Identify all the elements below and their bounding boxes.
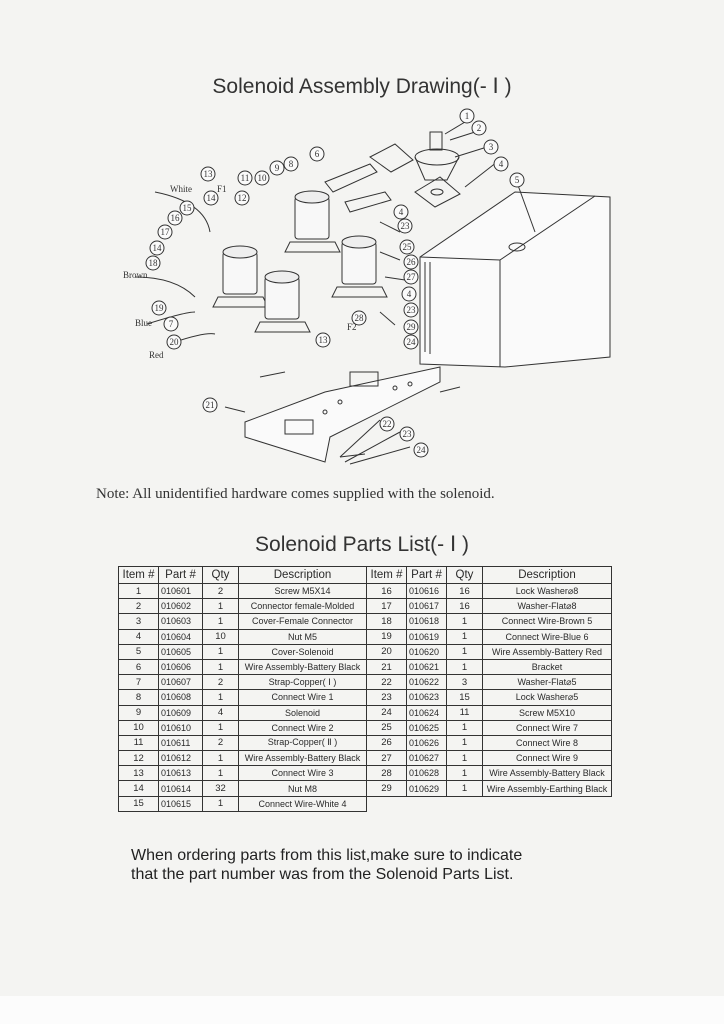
cell-part: 010608 (159, 690, 203, 705)
cell-qty: 3 (447, 675, 483, 690)
cell-item: 24 (367, 705, 407, 720)
cell-part: 010609 (159, 705, 203, 720)
svg-text:9: 9 (274, 163, 280, 173)
svg-text:1: 1 (464, 111, 470, 121)
cell-qty: 1 (447, 644, 483, 659)
cell-description: Nut M8 (239, 781, 367, 796)
callout-12 (235, 191, 249, 205)
cell-qty: 1 (203, 644, 239, 659)
callout-29 (404, 320, 418, 334)
callout-4b (394, 205, 408, 219)
callout-8 (284, 157, 298, 171)
cell-qty: 2 (203, 675, 239, 690)
cell-qty: 1 (203, 599, 239, 614)
table-row (119, 675, 612, 690)
cell-item: 10 (119, 720, 159, 735)
callout-14 (204, 191, 218, 205)
cell-item: 1 (119, 584, 159, 599)
table-row (119, 781, 612, 796)
cell-qty: 1 (447, 629, 483, 644)
cell-item: 7 (119, 675, 159, 690)
col-part: Part # (407, 567, 447, 584)
solenoid-4 (255, 271, 310, 332)
cell-item: 27 (367, 751, 407, 766)
cell-part: 010601 (159, 584, 203, 599)
cell-description: Lock Washer⌀8 (483, 584, 612, 599)
cell-part: 010606 (159, 659, 203, 674)
callout-26 (404, 255, 418, 269)
cell-description: Connect Wire 3 (239, 766, 367, 781)
empty-cell (447, 796, 483, 811)
cell-description: Wire Assembly-Battery Black (483, 766, 612, 781)
solenoid-assembly-drawing (95, 102, 655, 482)
cell-part: 010622 (407, 675, 447, 690)
cell-item: 25 (367, 720, 407, 735)
empty-cell (483, 796, 612, 811)
cell-qty: 16 (447, 584, 483, 599)
svg-text:10: 10 (257, 173, 267, 183)
cell-description: Connect Wire-Blue 6 (483, 629, 612, 644)
cell-description: Connect Wire-Brown 5 (483, 614, 612, 629)
cell-item: 22 (367, 675, 407, 690)
cell-item: 4 (119, 629, 159, 644)
svg-text:14: 14 (152, 243, 162, 253)
col-description: Description (239, 567, 367, 584)
cell-qty: 15 (447, 690, 483, 705)
cell-part: 010612 (159, 751, 203, 766)
callout-4 (494, 157, 508, 171)
ordering-note (131, 846, 651, 884)
callout-21 (203, 398, 217, 412)
cell-item: 13 (119, 766, 159, 781)
cell-item: 20 (367, 644, 407, 659)
cell-qty: 32 (203, 781, 239, 796)
cell-description: Connect Wire 7 (483, 720, 612, 735)
callout-10 (255, 171, 269, 185)
callout-19 (152, 301, 166, 315)
cell-qty: 1 (447, 751, 483, 766)
cell-description: Cover-Female Connector (239, 614, 367, 629)
table-row (119, 735, 612, 750)
svg-text:23: 23 (400, 221, 410, 231)
cell-part: 010614 (159, 781, 203, 796)
callout-1 (460, 109, 474, 123)
table-row (119, 705, 612, 720)
cell-part: 010605 (159, 644, 203, 659)
svg-text:14: 14 (206, 193, 216, 203)
svg-text:21: 21 (205, 400, 215, 410)
wire-label-brown: Brown (123, 270, 148, 280)
cell-description: Connect Wire-White 4 (239, 796, 367, 811)
cell-part: 010615 (159, 796, 203, 811)
callout-9 (270, 161, 284, 175)
cell-part: 010616 (407, 584, 447, 599)
cell-item: 23 (367, 690, 407, 705)
svg-text:3: 3 (488, 142, 494, 152)
table-row (119, 690, 612, 705)
table-row (119, 599, 612, 614)
cell-item: 17 (367, 599, 407, 614)
cell-item: 2 (119, 599, 159, 614)
col-item: Item # (367, 567, 407, 584)
callout-14b (150, 241, 164, 255)
col-description: Description (483, 567, 612, 584)
svg-text:6: 6 (314, 149, 320, 159)
cell-description: Screw M5X10 (483, 705, 612, 720)
cell-item: 8 (119, 690, 159, 705)
cell-description: Connect Wire 2 (239, 720, 367, 735)
cell-part: 010617 (407, 599, 447, 614)
svg-text:17: 17 (160, 227, 170, 237)
callout-25 (400, 240, 414, 254)
svg-text:22: 22 (382, 419, 392, 429)
cell-description: Washer-Flat⌀8 (483, 599, 612, 614)
drawing-title: Solenoid Assembly Drawing(- Ⅰ ) (212, 75, 512, 98)
solenoid-2 (332, 236, 387, 297)
cell-qty: 4 (203, 705, 239, 720)
copper-strap (325, 164, 377, 192)
callout-23c (404, 303, 418, 317)
callout-6 (310, 147, 324, 161)
svg-text:20: 20 (169, 337, 179, 347)
callout-18 (146, 256, 160, 270)
table-row (119, 614, 612, 629)
parts-list-title: Solenoid Parts List(- Ⅰ ) (255, 533, 469, 556)
cell-part: 010613 (159, 766, 203, 781)
callout-27 (404, 270, 418, 284)
wire (135, 277, 195, 297)
cell-qty: 1 (203, 659, 239, 674)
table-header-row (119, 567, 612, 584)
cell-part: 010603 (159, 614, 203, 629)
table-row (119, 796, 612, 811)
cell-part: 010611 (159, 735, 203, 750)
cell-description: Nut M5 (239, 629, 367, 644)
cell-description: Strap-Copper( Ⅰ ) (239, 675, 367, 690)
copper-strap (345, 192, 391, 212)
svg-text:28: 28 (354, 313, 364, 323)
connector (370, 132, 460, 207)
cell-part: 010619 (407, 629, 447, 644)
callout-23 (400, 427, 414, 441)
col-qty: Qty (447, 567, 483, 584)
cell-qty: 1 (203, 690, 239, 705)
table-row (119, 659, 612, 674)
cell-qty: 2 (203, 735, 239, 750)
cell-part: 010618 (407, 614, 447, 629)
cell-part: 010624 (407, 705, 447, 720)
cell-description: Cover-Solenoid (239, 644, 367, 659)
parts-table (118, 566, 612, 812)
svg-text:25: 25 (402, 242, 412, 252)
svg-text:13: 13 (203, 169, 213, 179)
cell-qty: 1 (447, 659, 483, 674)
cell-item: 6 (119, 659, 159, 674)
cell-description: Wire Assembly-Battery Red (483, 644, 612, 659)
cell-description: Bracket (483, 659, 612, 674)
cell-qty: 1 (203, 720, 239, 735)
wire-label-blue: Blue (135, 318, 152, 328)
table-row (119, 751, 612, 766)
cell-qty: 1 (203, 751, 239, 766)
table-row (119, 720, 612, 735)
cell-item: 28 (367, 766, 407, 781)
solenoid-cover (420, 192, 610, 367)
cell-description: Connector female-Molded (239, 599, 367, 614)
cell-part: 010626 (407, 735, 447, 750)
cell-item: 14 (119, 781, 159, 796)
cell-description: Connect Wire 8 (483, 735, 612, 750)
hardware-note: Note: All unidentified hardware comes supplied with the solenoid. (96, 486, 495, 502)
svg-text:7: 7 (168, 319, 174, 329)
svg-text:13: 13 (318, 335, 328, 345)
svg-text:8: 8 (288, 159, 294, 169)
cell-description: Lock Washer⌀5 (483, 690, 612, 705)
cell-part: 010628 (407, 766, 447, 781)
cell-qty: 2 (203, 584, 239, 599)
bracket (245, 367, 440, 462)
svg-text:15: 15 (182, 203, 192, 213)
empty-cell (367, 796, 407, 811)
svg-text:19: 19 (154, 303, 164, 313)
cell-item: 9 (119, 705, 159, 720)
callout-5 (510, 173, 524, 187)
cell-item: 12 (119, 751, 159, 766)
cell-qty: 10 (203, 629, 239, 644)
scan-edge (0, 996, 724, 1024)
cell-part: 010602 (159, 599, 203, 614)
table-row (119, 644, 612, 659)
cell-qty: 1 (447, 766, 483, 781)
callout-24b (404, 335, 418, 349)
wire-label-white: White (170, 184, 192, 194)
cell-part: 010610 (159, 720, 203, 735)
svg-text:2: 2 (476, 123, 482, 133)
cell-qty: 16 (447, 599, 483, 614)
callout-13 (201, 167, 215, 181)
cell-part: 010625 (407, 720, 447, 735)
svg-text:18: 18 (148, 258, 158, 268)
svg-text:4: 4 (406, 289, 412, 299)
cell-description: Strap-Copper( Ⅱ ) (239, 735, 367, 750)
cell-part: 010607 (159, 675, 203, 690)
screw (340, 454, 365, 457)
cell-item: 18 (367, 614, 407, 629)
svg-text:11: 11 (240, 173, 250, 183)
screw (440, 387, 460, 392)
callout-4c (402, 287, 416, 301)
cell-item: 3 (119, 614, 159, 629)
wire-label-red: Red (149, 350, 164, 360)
callout-23b (398, 219, 412, 233)
cell-description: Wire Assembly-Battery Black (239, 659, 367, 674)
svg-text:23: 23 (402, 429, 412, 439)
cell-description: Connect Wire 1 (239, 690, 367, 705)
cell-qty: 1 (203, 796, 239, 811)
cell-part: 010627 (407, 751, 447, 766)
empty-cell (407, 796, 447, 811)
cell-part: 010629 (407, 781, 447, 796)
cell-description: Solenoid (239, 705, 367, 720)
cell-qty: 1 (203, 766, 239, 781)
cell-qty: 11 (447, 705, 483, 720)
callout-15 (180, 201, 194, 215)
cell-item: 11 (119, 735, 159, 750)
cell-item: 26 (367, 735, 407, 750)
cell-item: 21 (367, 659, 407, 674)
cell-qty: 1 (203, 614, 239, 629)
cell-item: 5 (119, 644, 159, 659)
solenoid-1 (285, 191, 340, 252)
col-qty: Qty (203, 567, 239, 584)
solenoid-3 (213, 246, 268, 307)
svg-text:4: 4 (398, 207, 404, 217)
cell-description: Connect Wire 9 (483, 751, 612, 766)
cell-qty: 1 (447, 735, 483, 750)
svg-text:29: 29 (406, 322, 416, 332)
svg-text:27: 27 (406, 272, 416, 282)
callout-16 (168, 211, 182, 225)
table-row (119, 629, 612, 644)
cell-item: 15 (119, 796, 159, 811)
callout-2 (472, 121, 486, 135)
cell-part: 010623 (407, 690, 447, 705)
screw (260, 372, 285, 377)
table-row (119, 584, 612, 599)
ordering-note-line-1: When ordering parts from this list,make sure to indicate (131, 847, 523, 864)
callout-7 (164, 317, 178, 331)
callout-13b (316, 333, 330, 347)
callout-20 (167, 335, 181, 349)
cell-part: 010604 (159, 629, 203, 644)
svg-text:16: 16 (170, 213, 180, 223)
cell-item: 16 (367, 584, 407, 599)
callout-17 (158, 225, 172, 239)
wire-label-f2: F2 (347, 322, 357, 332)
cell-qty: 1 (447, 720, 483, 735)
svg-text:24: 24 (406, 337, 416, 347)
svg-text:12: 12 (237, 193, 247, 203)
svg-text:5: 5 (514, 175, 520, 185)
col-part: Part # (159, 567, 203, 584)
callout-24 (414, 443, 428, 457)
cell-qty: 1 (447, 781, 483, 796)
callout-22 (380, 417, 394, 431)
ordering-note-line-2: that the part number was from the Solenoid Parts List. (131, 866, 514, 883)
col-item: Item # (119, 567, 159, 584)
cell-description: Wire Assembly-Battery Black (239, 751, 367, 766)
cell-item: 29 (367, 781, 407, 796)
callout-3 (484, 140, 498, 154)
svg-text:23: 23 (406, 305, 416, 315)
cell-description: Screw M5X14 (239, 584, 367, 599)
svg-text:26: 26 (406, 257, 416, 267)
cell-qty: 1 (447, 614, 483, 629)
cell-part: 010620 (407, 644, 447, 659)
cell-item: 19 (367, 629, 407, 644)
wire-label-f1: F1 (217, 184, 227, 194)
callout-11 (238, 171, 252, 185)
cell-part: 010621 (407, 659, 447, 674)
cell-description: Washer-Flat⌀5 (483, 675, 612, 690)
svg-text:4: 4 (498, 159, 504, 169)
svg-text:24: 24 (416, 445, 426, 455)
cell-description: Wire Assembly-Earthing Black (483, 781, 612, 796)
table-row (119, 766, 612, 781)
